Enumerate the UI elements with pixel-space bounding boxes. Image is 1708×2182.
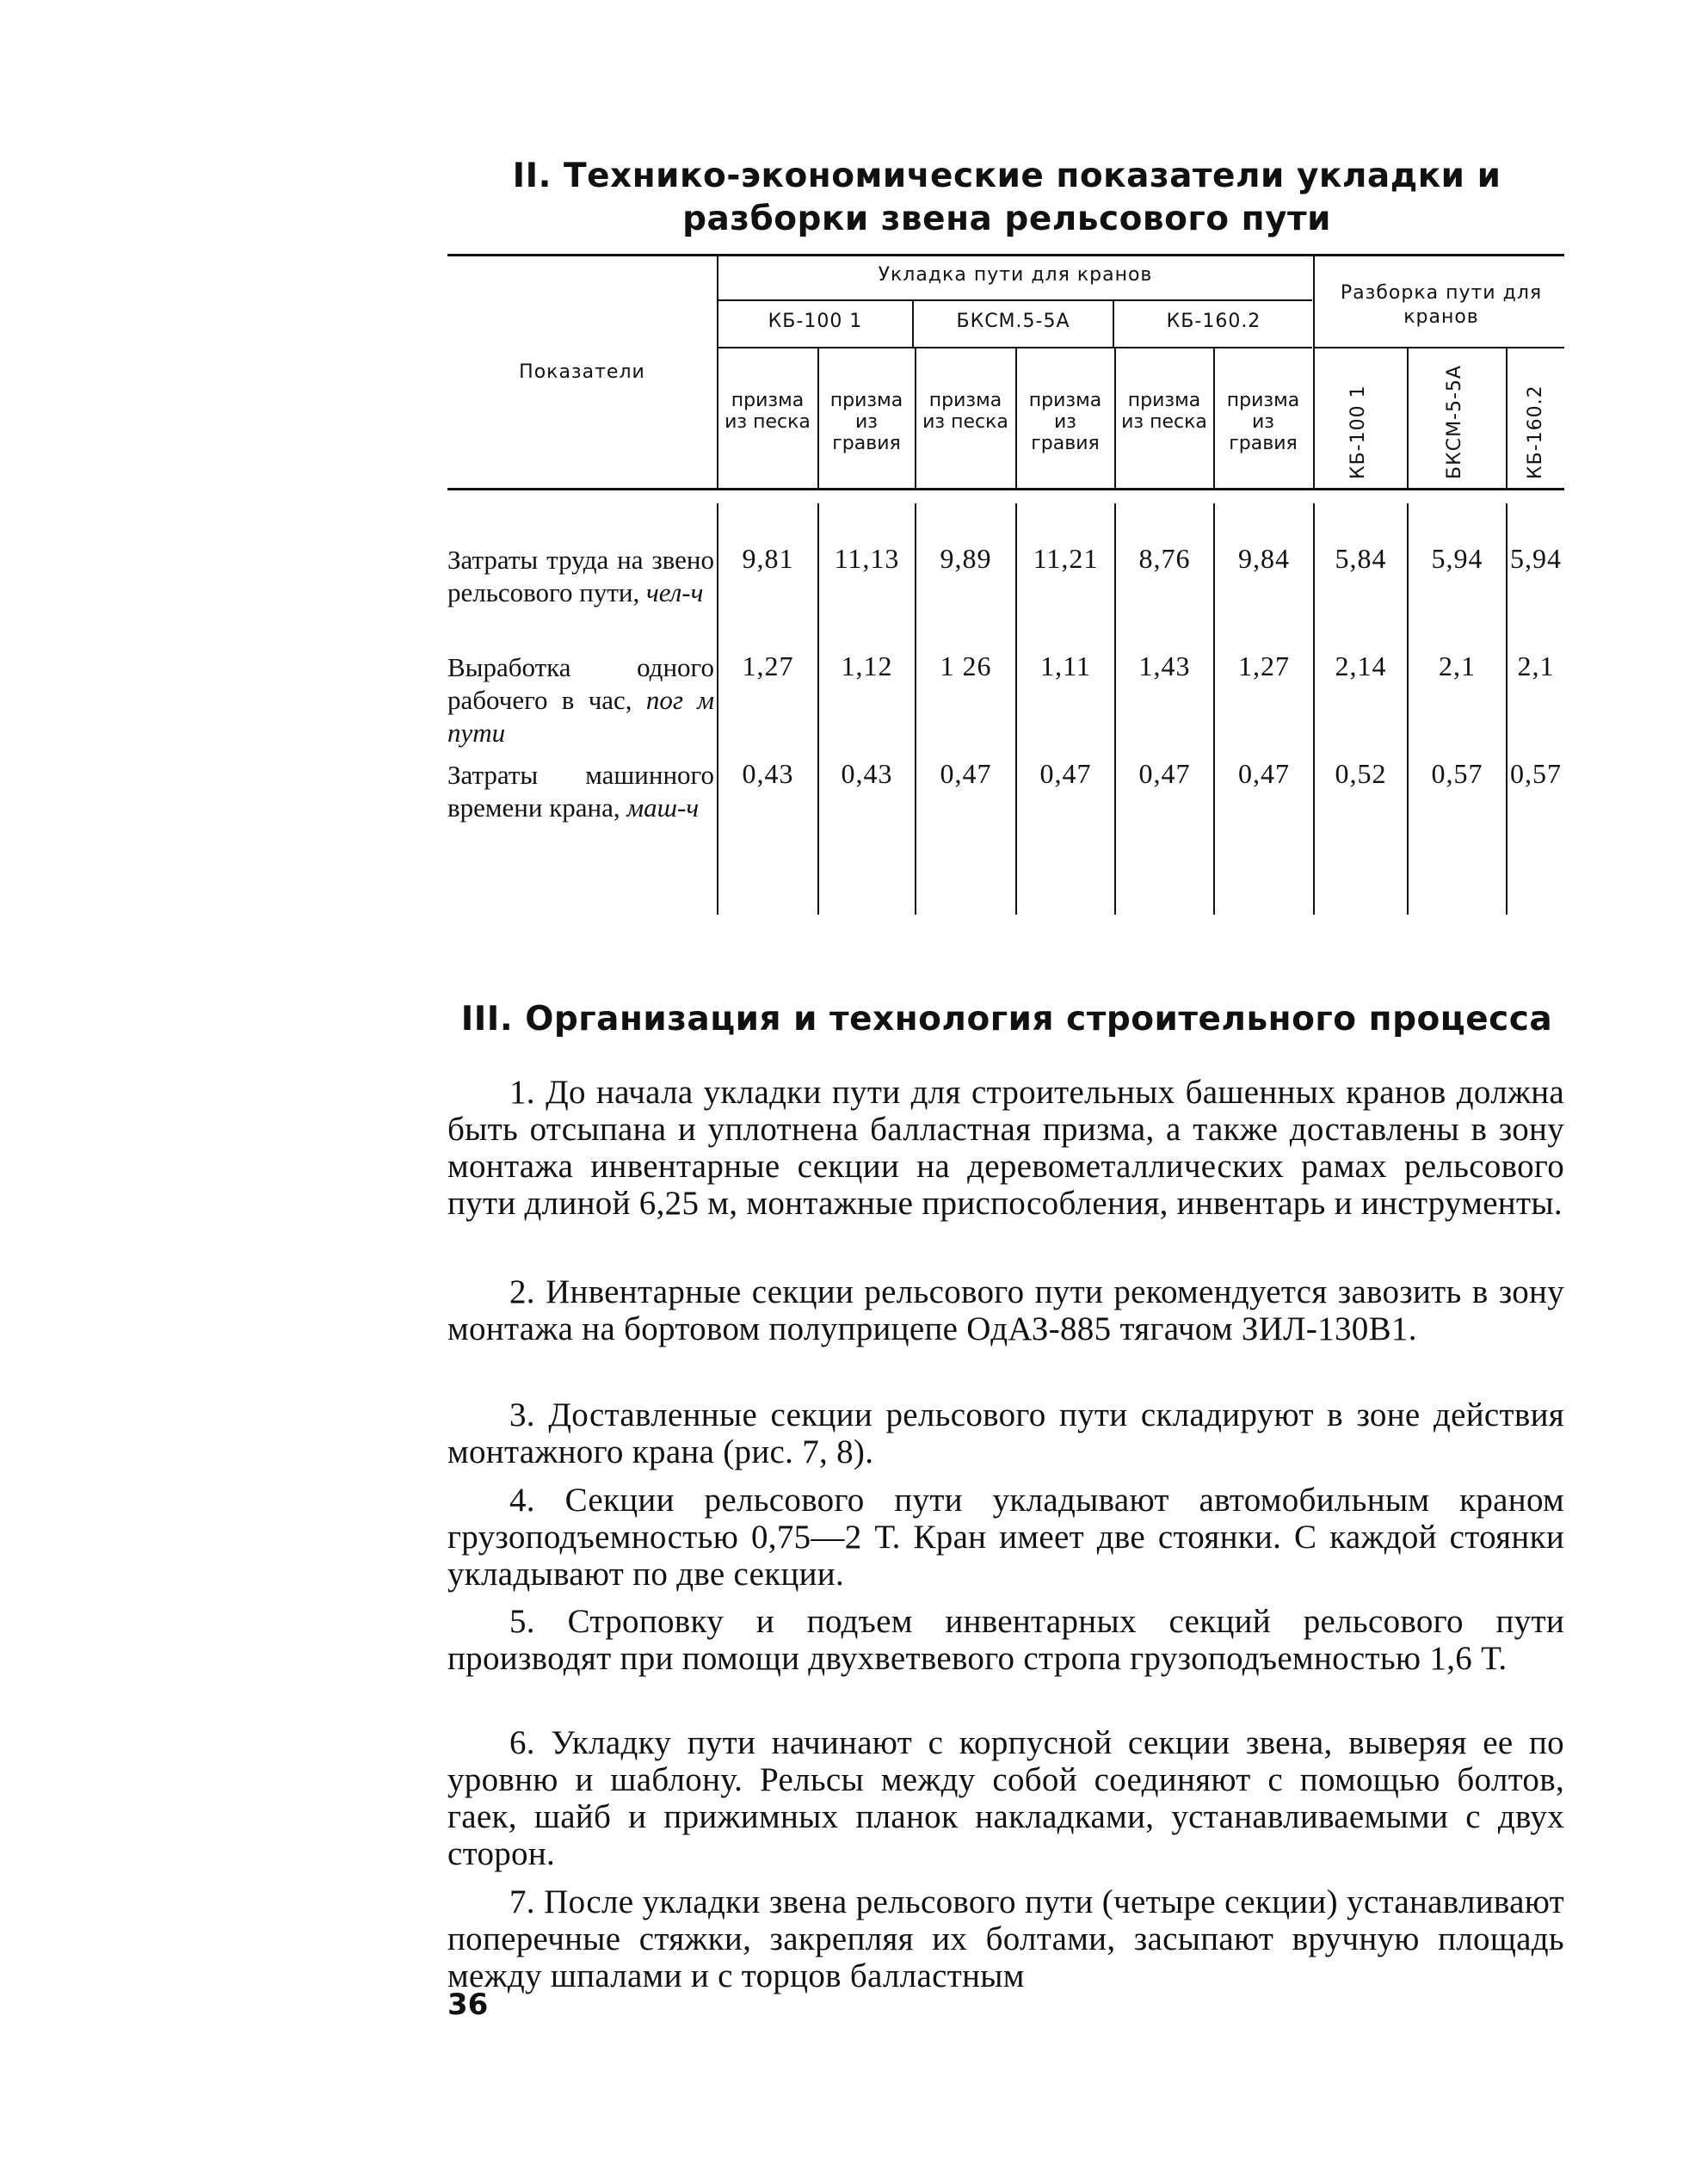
table-cell: 11,21: [1033, 543, 1099, 574]
row-label-unit: маш-ч: [626, 792, 700, 823]
col-divider: [817, 348, 819, 489]
paragraph-4: 4. Секции рельсового пути укладывают автомобильным краном грузоподъемностью 0,75—2 Т. Кран имеет две стоянки. С каждой стоянки укладывают по две секции.: [447, 1482, 1564, 1593]
col-divider: [1313, 256, 1315, 489]
laying-group-header: Укладка пути для кранов: [878, 264, 1153, 286]
table-cell: 5,94: [1510, 543, 1562, 574]
sub-header-gravel: призма из гравия: [829, 390, 903, 454]
page-number: 36: [447, 1988, 489, 2022]
sub-header-sand: призма из песка: [725, 390, 811, 433]
paragraph-2: 2. Инвентарные секции рельсового пути рекомендуется завозить в зону монтажа на бортовом полуприцепе ОдАЗ-885 тягачом ЗИЛ-130В1.: [447, 1273, 1564, 1347]
row-label-labor: [447, 544, 714, 609]
row-header: Показатели: [519, 361, 645, 383]
row-label-unit: пог м пути: [447, 685, 714, 748]
col-divider: [1114, 348, 1116, 489]
col-divider: [915, 348, 916, 489]
table-cell: 1,12: [841, 650, 893, 681]
table-cell: 2,1: [1517, 650, 1555, 681]
sub-header-sand: призма из песка: [922, 390, 1008, 433]
row-label-machine-time: [447, 759, 714, 824]
crane-header-kb160: КБ-160.2: [1166, 311, 1261, 332]
table-cell: 9,89: [940, 543, 992, 574]
table-cell: 0,47: [940, 758, 992, 789]
table-cell: 5,94: [1431, 543, 1483, 574]
row-label-text: Затраты труда на звено рельсового пути,: [447, 545, 714, 607]
dismantling-header-kb100: КБ-100 1: [1347, 385, 1369, 479]
sub-header-sand: призма из песка: [1121, 390, 1207, 433]
table-cell: 1,11: [1040, 650, 1091, 681]
table-cell: 2,14: [1335, 650, 1387, 681]
table-cell: 0,52: [1335, 758, 1387, 789]
row-label-unit: чел-ч: [645, 577, 704, 607]
paragraph-7: 7. После укладки звена рельсового пути (четыре секции) устанавливают поперечные стяжки, закрепляя их болтами, засыпают вручную площадь между шпалами и с торцов балластным: [447, 1883, 1564, 1994]
row-label-text: Выработка одного рабочего в час,: [447, 652, 714, 715]
sub-header-gravel: призма из гравия: [1226, 390, 1300, 454]
table-cell: 2,1: [1439, 650, 1476, 681]
indicators-table: [447, 254, 1564, 934]
table-cell: 0,47: [1138, 758, 1191, 789]
table-cell: 0,57: [1510, 758, 1562, 789]
table-cell: 9,84: [1238, 543, 1290, 574]
table-cell: 9,81: [742, 543, 794, 574]
table-header-bottom-rule: [447, 488, 1564, 490]
crane-header-bksm: БКСМ.5-5А: [956, 311, 1070, 332]
table-cell: 1 26: [940, 650, 992, 681]
dismantling-header-kb160: КБ-160.2: [1525, 385, 1546, 479]
dismantling-group-rule: [1315, 347, 1564, 348]
table-cell: 0,47: [1238, 758, 1290, 789]
table-top-rule: [447, 254, 1564, 256]
table-cell: 0,43: [841, 758, 893, 789]
col-divider: [1407, 348, 1409, 489]
table-cell: 8,76: [1138, 543, 1191, 574]
row-label-text: Затраты машинного времени крана,: [447, 760, 714, 823]
sub-header-gravel: призма из гравия: [1028, 390, 1102, 454]
row-label-output: [447, 651, 714, 749]
paragraph-3: 3. Доставленные секции рельсового пути складируют в зоне действия монтажного крана (рис. 7, 8).: [447, 1396, 1564, 1470]
dismantling-header-bksm: БКСМ-5-5А: [1444, 365, 1465, 479]
paragraph-1: 1. До начала укладки пути для строительных башенных кранов должна быть отсыпана и уплотнена балластная призма, а также доставлены в зону монтажа инвентарные секции на деревометаллических рамах рельсового пути длиной 6,25 м, монтажные приспособления, инвентарь и инструменты.: [447, 1074, 1564, 1222]
col-divider: [1015, 348, 1017, 489]
col-divider: [1506, 348, 1508, 489]
table-cell: 5,84: [1335, 543, 1387, 574]
laying-group-rule: [718, 299, 1312, 301]
crane-header-kb100: КБ-100 1: [768, 311, 863, 332]
table-cell: 1,27: [742, 650, 794, 681]
col-divider: [717, 256, 718, 489]
table-cell: 1,43: [1138, 650, 1191, 681]
section-3-title: III. Организация и технология строительного процесса: [460, 1000, 1553, 1039]
table-cell: 0,43: [742, 758, 794, 789]
dismantling-group-header: Разборка пути для кранов: [1340, 282, 1543, 328]
section-2-title: II. Технико-экономические показатели укладки и разборки звена рельсового пути: [512, 157, 1501, 238]
col-divider: [1213, 348, 1215, 489]
table-cell: 0,57: [1431, 758, 1483, 789]
paragraph-5: 5. Строповку и подъем инвентарных секций рельсового пути производят при помощи двухветвевого стропа грузоподъемностью 1,6 Т.: [447, 1603, 1564, 1677]
table-cell: 0,47: [1039, 758, 1092, 789]
table-cell: 1,27: [1238, 650, 1290, 681]
paragraph-6: 6. Укладку пути начинают с корпусной секции звена, выверяя ее по уровню и шаблону. Рельсы между собой соединяют с помощью болтов, гаек, шайб и прижимных планок накладками, устанавливаемыми с двух сторон.: [447, 1724, 1564, 1872]
table-cell: 11,13: [834, 543, 900, 574]
